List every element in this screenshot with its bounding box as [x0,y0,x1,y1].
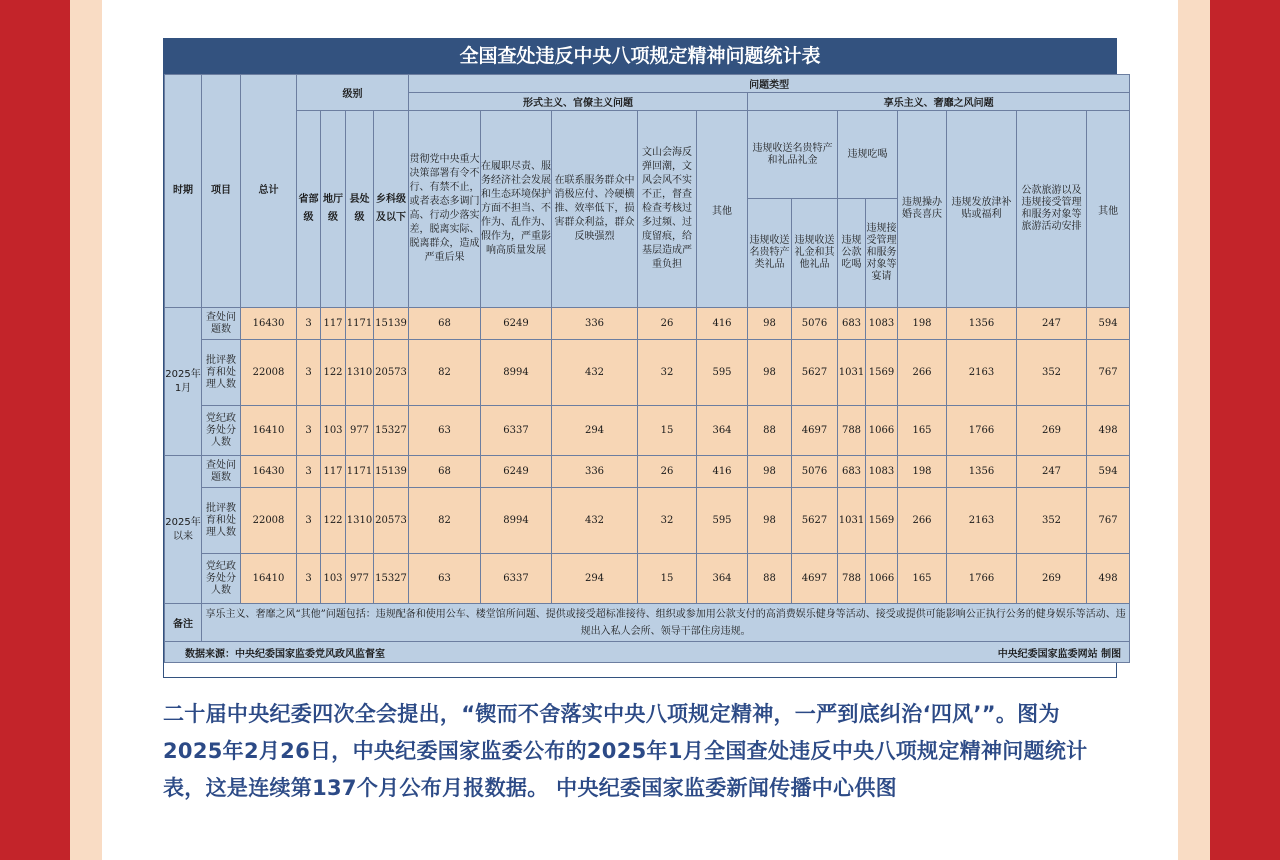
header-formalism-col-4: 文山会海反弹回潮，文风会风不实不正，督查检查考核过多过频、过度留痕，给基层造成严重负担 [638,111,697,308]
table-cell: 5627 [792,488,838,554]
header-weddings-funerals: 违规操办婚丧喜庆 [898,111,947,308]
table-cell: 15139 [374,308,409,340]
header-formalism-other: 其他 [697,111,748,308]
table-cell: 4697 [792,406,838,456]
table-cell: 595 [697,488,748,554]
table-cell: 98 [748,488,792,554]
table-cell: 1171 [346,308,374,340]
table-cell: 198 [898,308,947,340]
table-cell: 198 [898,456,947,488]
table-cell: 3 [297,406,321,456]
table-cell: 16430 [241,308,297,340]
table-cell: 22008 [241,488,297,554]
table-cell: 117 [321,456,346,488]
table-cell: 5076 [792,308,838,340]
table-cell: 32 [638,340,697,406]
table-cell: 1310 [346,340,374,406]
photo-caption: 二十届中央纪委四次全会提出，“锲而不舍落实中央八项规定精神，一严到底纠治‘四风’”。图为2025年2月26日，中央纪委国家监委公布的2025年1月全国查处违反中央八项规定精神问题统计表，这是连续第137个月公布月报数据。 中央纪委国家监委新闻传播中心供图 [163,702,1088,800]
statistics-table [164,74,1130,663]
table-cell: 98 [748,340,792,406]
table-cell: 3 [297,340,321,406]
table-cell: 68 [409,308,481,340]
note-label: 备注 [165,604,202,642]
table-cell: 63 [409,406,481,456]
table-cell: 82 [409,488,481,554]
table-cell: 247 [1017,308,1087,340]
note-row [165,604,1130,642]
right-pale-border [1178,0,1210,860]
table-cell: 247 [1017,456,1087,488]
table-cell: 1569 [866,340,898,406]
table-cell: 1066 [866,554,898,604]
table-cell: 15 [638,406,697,456]
row-item-label: 批评教育和处理人数 [202,340,241,406]
table-cell: 15327 [374,406,409,456]
header-dine-public: 违规公款吃喝 [838,199,866,308]
row-item-label: 查处问题数 [202,308,241,340]
table-cell: 1171 [346,456,374,488]
table-cell: 3 [297,308,321,340]
table-cell: 416 [697,308,748,340]
source-row [165,642,1130,663]
header-level: 级别 [297,75,409,111]
left-pale-border [70,0,102,860]
table-cell: 5627 [792,340,838,406]
header-hedonism: 享乐主义、奢靡之风问题 [748,93,1130,111]
table-cell: 498 [1087,554,1130,604]
period-label: 2025年1月 [165,308,202,456]
table-cell: 294 [552,554,638,604]
table-cell: 1766 [947,554,1017,604]
chart-credit-text: 中央纪委国家监委网站 制图 [997,648,1122,660]
table-cell: 1766 [947,406,1017,456]
table-row [165,406,1130,456]
table-cell: 269 [1017,554,1087,604]
table-cell: 3 [297,554,321,604]
header-item: 项目 [202,75,241,308]
table-cell: 122 [321,488,346,554]
header-formalism-col-1: 贯彻党中央重大决策部署有令不行、有禁不止，或者表态多调门高、行动少落实差，脱离实际、脱离群众，造成严重后果 [409,111,481,308]
table-cell: 6337 [481,406,552,456]
table-cell: 98 [748,456,792,488]
table-cell: 352 [1017,488,1087,554]
table-cell: 336 [552,456,638,488]
table-cell: 2163 [947,340,1017,406]
table-cell: 165 [898,406,947,456]
table-cell: 20573 [374,340,409,406]
table-row [165,488,1130,554]
table-cell: 1066 [866,406,898,456]
header-level-provincial: 省部级 [297,111,321,308]
table-cell: 594 [1087,456,1130,488]
table-cell: 767 [1087,488,1130,554]
table-cell: 98 [748,308,792,340]
table-cell: 103 [321,406,346,456]
table-cell: 3 [297,488,321,554]
table-cell: 977 [346,406,374,456]
table-cell: 1356 [947,456,1017,488]
table-cell: 788 [838,406,866,456]
table-cell: 15 [638,554,697,604]
row-item-label: 查处问题数 [202,456,241,488]
table-cell: 68 [409,456,481,488]
header-formalism-col-2: 在履职尽责、服务经济社会发展和生态环境保护方面不担当、不作为、乱作为、假作为，严重影响高质量发展 [481,111,552,308]
table-cell: 20573 [374,488,409,554]
source-cell [165,642,1130,663]
header-dine-banquet: 违规接受管理和服务对象等宴请 [866,199,898,308]
table-cell: 6249 [481,308,552,340]
table-cell: 432 [552,340,638,406]
note-text: 享乐主义、奢靡之风“其他”问题包括：违规配备和使用公车、楼堂馆所问题、提供或接受超标准接待、组织或参加用公款支付的高消费娱乐健身等活动、接受或提供可能影响公正执行公务的健身娱乐等活动、违规出入私人会所、领导干部住房违规。 [202,604,1130,642]
header-period: 时期 [165,75,202,308]
table-row [165,554,1130,604]
table-cell: 1031 [838,340,866,406]
table-cell: 269 [1017,406,1087,456]
data-source-text: 数据来源：中央纪委国家监委党风政风监督室 [185,648,385,660]
table-cell: 432 [552,488,638,554]
header-level-prefecture: 地厅级 [321,111,346,308]
table-cell: 788 [838,554,866,604]
table-cell: 82 [409,340,481,406]
table-cell: 1031 [838,488,866,554]
table-cell: 16410 [241,406,297,456]
table-cell: 26 [638,308,697,340]
table-cell: 165 [898,554,947,604]
table-cell: 63 [409,554,481,604]
table-cell: 88 [748,554,792,604]
table-cell: 1356 [947,308,1017,340]
header-level-township: 乡科级及以下 [374,111,409,308]
right-red-border [1210,0,1280,860]
header-total: 总计 [241,75,297,308]
table-cell: 1310 [346,488,374,554]
table-row [165,340,1130,406]
table-cell: 416 [697,456,748,488]
table-cell: 22008 [241,340,297,406]
table-cell: 2163 [947,488,1017,554]
table-cell: 1569 [866,488,898,554]
left-red-border [0,0,70,860]
table-cell: 15139 [374,456,409,488]
table-cell: 683 [838,308,866,340]
header-level-county: 县处级 [346,111,374,308]
table-cell: 498 [1087,406,1130,456]
table-cell: 88 [748,406,792,456]
table-cell: 352 [1017,340,1087,406]
table-cell: 5076 [792,456,838,488]
header-gift-cash: 违规收送礼金和其他礼品 [792,199,838,308]
header-dine-group: 违规吃喝 [838,111,898,199]
statistics-table-image [163,38,1126,678]
row-item-label: 党纪政务处分人数 [202,406,241,456]
table-row [165,308,1130,340]
table-cell: 16410 [241,554,297,604]
header-gift-group: 违规收送名贵特产和礼品礼金 [748,111,838,199]
table-cell: 3 [297,456,321,488]
header-public-travel: 公款旅游以及违规接受管理和服务对象等旅游活动安排 [1017,111,1087,308]
table-row [165,456,1130,488]
table-cell: 117 [321,308,346,340]
row-item-label: 党纪政务处分人数 [202,554,241,604]
table-cell: 767 [1087,340,1130,406]
table-cell: 266 [898,488,947,554]
table-cell: 683 [838,456,866,488]
table-cell: 364 [697,554,748,604]
table-cell: 122 [321,340,346,406]
header-hedonism-other: 其他 [1087,111,1130,308]
table-cell: 266 [898,340,947,406]
table-cell: 294 [552,406,638,456]
table-cell: 336 [552,308,638,340]
row-item-label: 批评教育和处理人数 [202,488,241,554]
header-problem-type: 问题类型 [409,75,1130,93]
table-cell: 32 [638,488,697,554]
table-title: 全国查处违反中央八项规定精神问题统计表 [164,39,1116,74]
table-cell: 8994 [481,340,552,406]
table-cell: 26 [638,456,697,488]
table-cell: 977 [346,554,374,604]
table-cell: 103 [321,554,346,604]
table-cell: 6249 [481,456,552,488]
table-cell: 16430 [241,456,297,488]
period-label: 2025年以来 [165,456,202,604]
table-cell: 1083 [866,456,898,488]
table-cell: 15327 [374,554,409,604]
table-cell: 6337 [481,554,552,604]
table-cell: 4697 [792,554,838,604]
table-cell: 595 [697,340,748,406]
table-cell: 594 [1087,308,1130,340]
table-cell: 8994 [481,488,552,554]
table-cell: 364 [697,406,748,456]
header-allowances: 违规发放津补贴或福利 [947,111,1017,308]
table-cell: 1083 [866,308,898,340]
header-formalism: 形式主义、官僚主义问题 [409,93,748,111]
header-gift-specialty: 违规收送名贵特产类礼品 [748,199,792,308]
header-formalism-col-3: 在联系服务群众中消极应付、冷硬横推、效率低下，损害群众利益，群众反映强烈 [552,111,638,308]
